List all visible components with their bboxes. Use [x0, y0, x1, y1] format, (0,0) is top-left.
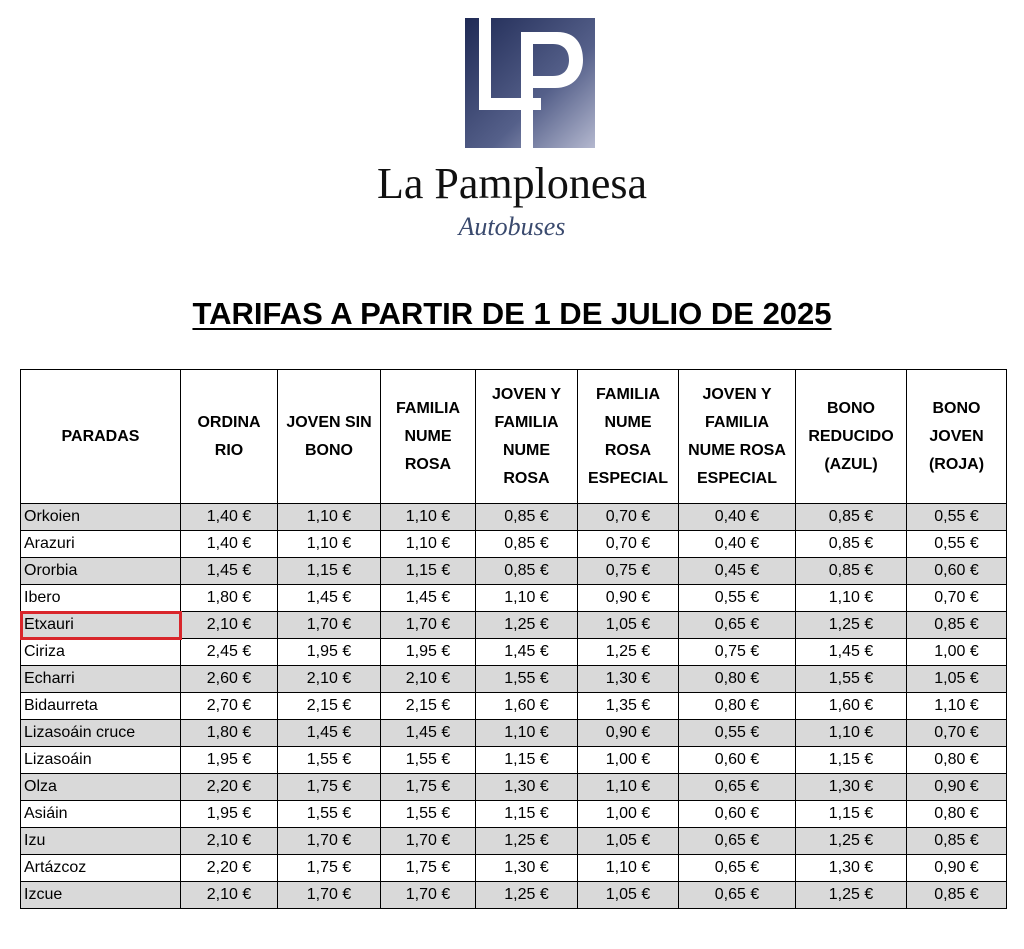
fare-cell: 1,15 € — [796, 747, 907, 774]
fare-cell: 2,70 € — [181, 693, 278, 720]
fare-cell: 1,15 € — [476, 801, 578, 828]
fare-cell: 0,65 € — [679, 855, 796, 882]
fare-cell: 0,70 € — [578, 504, 679, 531]
fare-cell: 1,25 € — [796, 612, 907, 639]
fare-cell: 1,80 € — [181, 585, 278, 612]
stop-name-cell: Echarri — [21, 666, 181, 693]
table-row — [21, 666, 1007, 693]
fare-cell: 0,60 € — [679, 747, 796, 774]
fare-cell: 2,10 € — [381, 666, 476, 693]
fare-cell: 0,55 € — [907, 504, 1007, 531]
header-label: BONO REDUCIDO (AZUL) — [808, 399, 894, 473]
fare-cell: 1,25 € — [796, 828, 907, 855]
fare-cell: 1,95 € — [381, 639, 476, 666]
fare-cell: 2,10 € — [181, 612, 278, 639]
stop-name-cell: Izu — [21, 828, 181, 855]
fare-cell: 1,10 € — [476, 585, 578, 612]
fare-cell: 0,85 € — [796, 531, 907, 558]
stop-name-cell: Lizasoáin cruce — [21, 720, 181, 747]
header-label: BONO JOVEN (ROJA) — [928, 399, 985, 473]
stop-name-cell: Orkoien — [21, 504, 181, 531]
fare-cell: 2,15 € — [278, 693, 381, 720]
fare-cell: 0,55 € — [679, 585, 796, 612]
fare-cell: 1,95 € — [181, 801, 278, 828]
fare-cell: 1,10 € — [796, 585, 907, 612]
header-joven-familia-numerosa-especial — [679, 370, 796, 504]
fare-cell: 0,65 € — [679, 828, 796, 855]
fare-cell: 0,80 € — [907, 801, 1007, 828]
header-joven-familia-numerosa — [476, 370, 578, 504]
fare-cell: 1,40 € — [181, 531, 278, 558]
fare-cell: 1,75 € — [278, 855, 381, 882]
fare-cell: 0,80 € — [679, 693, 796, 720]
header-ordinario — [181, 370, 278, 504]
fare-cell: 0,85 € — [476, 504, 578, 531]
fare-cell: 1,05 € — [578, 612, 679, 639]
fare-cell: 0,60 € — [907, 558, 1007, 585]
fare-cell: 1,30 € — [476, 855, 578, 882]
fare-cell: 0,45 € — [679, 558, 796, 585]
table-row — [21, 720, 1007, 747]
stop-name-cell: Bidaurreta — [21, 693, 181, 720]
header-label: PARADAS — [61, 427, 140, 445]
fare-cell: 1,25 € — [796, 882, 907, 909]
table-row — [21, 747, 1007, 774]
fare-cell: 1,05 € — [578, 882, 679, 909]
fare-cell: 1,30 € — [796, 774, 907, 801]
fare-cell: 1,30 € — [796, 855, 907, 882]
header-label: JOVEN Y FAMILIA NUME ROSA — [491, 385, 562, 487]
header-joven-sin-bono — [278, 370, 381, 504]
brand-name: La Pamplonesa — [376, 159, 648, 208]
fare-cell: 0,90 € — [578, 720, 679, 747]
fare-cell: 1,25 € — [578, 639, 679, 666]
fare-cell: 1,05 € — [907, 666, 1007, 693]
fare-cell: 1,55 € — [381, 801, 476, 828]
fare-cell: 1,55 € — [278, 801, 381, 828]
fare-cell: 1,45 € — [278, 720, 381, 747]
fare-cell: 1,70 € — [381, 828, 476, 855]
stop-name-cell: Ororbia — [21, 558, 181, 585]
fare-cell: 0,90 € — [907, 774, 1007, 801]
table-row — [21, 558, 1007, 585]
header-label: ORDINA RIO — [197, 413, 261, 459]
fare-cell: 1,10 € — [907, 693, 1007, 720]
fare-cell: 0,85 € — [907, 612, 1007, 639]
fare-cell: 1,75 € — [381, 855, 476, 882]
brand-logo — [0, 0, 1024, 260]
stop-name-cell-highlighted: Etxauri — [21, 612, 181, 639]
fare-cell: 1,55 € — [796, 666, 907, 693]
fare-cell: 1,25 € — [476, 882, 578, 909]
header-label: JOVEN Y FAMILIA NUME ROSA ESPECIAL — [688, 385, 786, 487]
stop-name-cell: Olza — [21, 774, 181, 801]
table-row — [21, 585, 1007, 612]
fare-cell: 1,55 € — [476, 666, 578, 693]
fare-cell: 1,70 € — [381, 612, 476, 639]
fare-cell: 0,80 € — [907, 747, 1007, 774]
fare-cell: 0,40 € — [679, 504, 796, 531]
fare-cell: 0,85 € — [796, 504, 907, 531]
fare-cell: 2,15 € — [381, 693, 476, 720]
fare-cell: 1,25 € — [476, 828, 578, 855]
fare-cell: 1,45 € — [181, 558, 278, 585]
fare-cell: 1,70 € — [278, 828, 381, 855]
stop-name-cell: Ciriza — [21, 639, 181, 666]
fare-cell: 2,45 € — [181, 639, 278, 666]
fare-cell: 1,10 € — [278, 531, 381, 558]
header-bono-reducido — [796, 370, 907, 504]
fare-cell: 1,45 € — [476, 639, 578, 666]
fare-cell: 1,15 € — [796, 801, 907, 828]
fare-cell: 1,45 € — [381, 585, 476, 612]
fare-cell: 1,60 € — [476, 693, 578, 720]
fare-cell: 0,85 € — [476, 558, 578, 585]
table-header-row — [21, 370, 1007, 504]
table-row — [21, 531, 1007, 558]
fare-cell: 0,55 € — [679, 720, 796, 747]
table-row — [21, 855, 1007, 882]
table-row — [21, 801, 1007, 828]
table-row — [21, 693, 1007, 720]
fare-cell: 0,85 € — [907, 882, 1007, 909]
header-familia-numerosa — [381, 370, 476, 504]
fare-cell: 1,55 € — [278, 747, 381, 774]
fare-cell: 2,20 € — [181, 774, 278, 801]
fare-cell: 2,20 € — [181, 855, 278, 882]
fare-cell: 1,40 € — [181, 504, 278, 531]
fare-cell: 0,75 € — [679, 639, 796, 666]
table-row — [21, 774, 1007, 801]
fare-cell: 0,80 € — [679, 666, 796, 693]
fare-cell: 0,85 € — [907, 828, 1007, 855]
fare-cell: 0,55 € — [907, 531, 1007, 558]
fare-cell: 1,60 € — [796, 693, 907, 720]
fare-cell: 0,75 € — [578, 558, 679, 585]
fare-cell: 0,85 € — [476, 531, 578, 558]
fare-cell: 0,65 € — [679, 882, 796, 909]
fare-cell: 0,70 € — [578, 531, 679, 558]
table-row — [21, 612, 1007, 639]
header-label: FAMILIA NUME ROSA — [396, 399, 460, 473]
fares-table-body — [21, 504, 1007, 909]
stop-name-cell: Ibero — [21, 585, 181, 612]
fare-cell: 1,45 € — [278, 585, 381, 612]
fare-cell: 1,70 € — [381, 882, 476, 909]
fare-cell: 1,45 € — [381, 720, 476, 747]
fare-cell: 0,90 € — [907, 855, 1007, 882]
fare-cell: 0,70 € — [907, 585, 1007, 612]
fare-cell: 1,00 € — [907, 639, 1007, 666]
fare-cell: 0,70 € — [907, 720, 1007, 747]
fare-cell: 1,25 € — [476, 612, 578, 639]
la-pamplonesa-logo-icon — [465, 18, 595, 148]
page-title: TARIFAS A PARTIR DE 1 DE JULIO DE 2025 — [192, 296, 832, 331]
fare-cell: 1,80 € — [181, 720, 278, 747]
header-paradas — [21, 370, 181, 504]
fare-cell: 1,30 € — [476, 774, 578, 801]
fare-cell: 1,55 € — [381, 747, 476, 774]
brand-subtitle: Autobuses — [458, 212, 566, 241]
table-row — [21, 639, 1007, 666]
table-row — [21, 828, 1007, 855]
table-row — [21, 882, 1007, 909]
fare-cell: 0,60 € — [679, 801, 796, 828]
stop-name-cell: Izcue — [21, 882, 181, 909]
fare-cell: 0,40 € — [679, 531, 796, 558]
header-label: JOVEN SIN BONO — [286, 413, 372, 459]
fare-cell: 0,65 € — [679, 774, 796, 801]
fare-cell: 1,10 € — [381, 531, 476, 558]
header-bono-joven — [907, 370, 1007, 504]
fare-cell: 1,75 € — [278, 774, 381, 801]
fare-cell: 1,70 € — [278, 882, 381, 909]
fare-cell: 2,10 € — [181, 882, 278, 909]
fare-cell: 1,05 € — [578, 828, 679, 855]
fare-cell: 1,10 € — [476, 720, 578, 747]
stop-name-cell: Lizasoáin — [21, 747, 181, 774]
header-label: FAMILIA NUME ROSA ESPECIAL — [587, 385, 668, 487]
fare-cell: 2,10 € — [181, 828, 278, 855]
fare-cell: 1,15 € — [381, 558, 476, 585]
fare-cell: 1,95 € — [278, 639, 381, 666]
fare-cell: 0,85 € — [796, 558, 907, 585]
fare-cell: 1,10 € — [578, 774, 679, 801]
fare-cell: 1,10 € — [796, 720, 907, 747]
table-row — [21, 504, 1007, 531]
stop-name-cell: Artázcoz — [21, 855, 181, 882]
fare-cell: 1,10 € — [278, 504, 381, 531]
fare-cell: 2,60 € — [181, 666, 278, 693]
fare-cell: 0,65 € — [679, 612, 796, 639]
fare-cell: 1,00 € — [578, 801, 679, 828]
fare-cell: 1,15 € — [476, 747, 578, 774]
fare-cell: 1,10 € — [381, 504, 476, 531]
fare-cell: 1,15 € — [278, 558, 381, 585]
fare-cell: 1,45 € — [796, 639, 907, 666]
fares-table — [20, 369, 1007, 909]
fare-cell: 1,75 € — [381, 774, 476, 801]
fare-cell: 0,90 € — [578, 585, 679, 612]
stop-name-cell: Arazuri — [21, 531, 181, 558]
fare-cell: 1,00 € — [578, 747, 679, 774]
header-familia-numerosa-especial — [578, 370, 679, 504]
fare-cell: 1,70 € — [278, 612, 381, 639]
fare-cell: 1,10 € — [578, 855, 679, 882]
stop-name-cell: Asiáin — [21, 801, 181, 828]
fare-cell: 1,35 € — [578, 693, 679, 720]
fare-cell: 1,95 € — [181, 747, 278, 774]
fare-cell: 1,30 € — [578, 666, 679, 693]
fare-cell: 2,10 € — [278, 666, 381, 693]
